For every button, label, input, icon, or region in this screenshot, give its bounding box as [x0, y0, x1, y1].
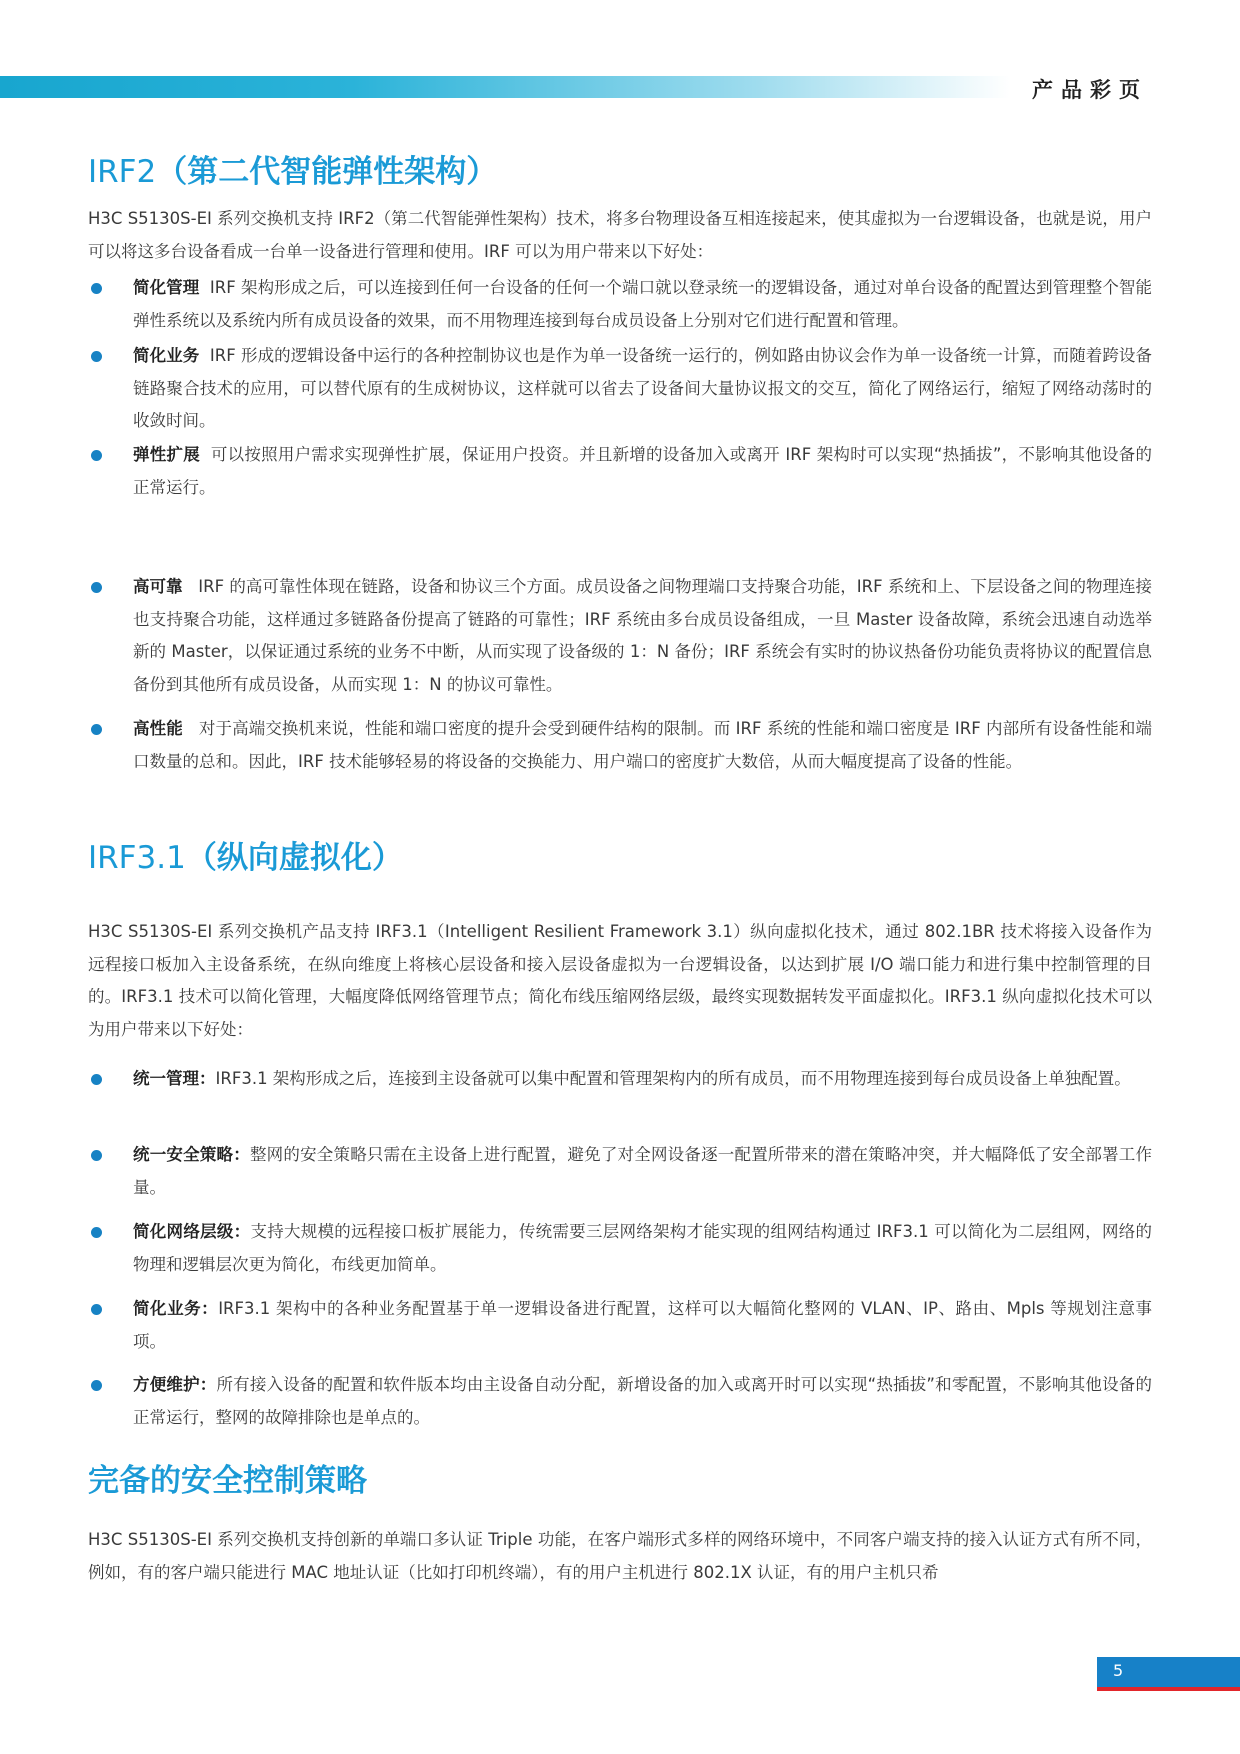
section-title-cjk: （纵向虚拟化） — [185, 840, 403, 876]
bullet-text: IRF 的高可靠性体现在链路，设备和协议三个方面。成员设备之间物理端口支持聚合功能，IRF 系统和上、下层设备之间的物理连接也支持聚合功能，这样通过多链路备份提高了链路的可靠性；IRF 系统由多台成员设备组成，一旦 Master 设备故障，系统会迅速自动选举新的 Master，以保证通过系统的业务不中断，从而实现了设备级的 1：N 备份；IRF 系统会有实时的协议热备份功能负责将协议的配置信息备份到其他所有成员设备，从而实现 1：N 的协议可靠性。 — [133, 577, 1152, 694]
bullet-text: IRF 形成的逻辑设备中运行的各种控制协议也是作为单一设备统一运行的，例如路由协议会作为单一设备统一计算，而随着跨设备链路聚合技术的应用，可以替代原有的生成树协议，这样就可以省去了设备间大量协议报文的交互，简化了网络运行，缩短了网络动荡时的收敛时间。 — [133, 346, 1152, 430]
page-number: 5 — [1113, 1661, 1124, 1680]
bullet-dot-icon — [91, 283, 102, 294]
bullet-text: IRF 架构形成之后，可以连接到任何一台设备的任何一个端口就以登录统一的逻辑设备，通过对单台设备的配置达到管理整个智能弹性系统以及系统内所有成员设备的效果，而不用物理连接到每台成员设备上分别对它们进行配置和管理。 — [133, 278, 1152, 330]
bullet-item — [88, 571, 1152, 701]
bullet-dot-icon — [91, 1074, 102, 1085]
bullet-item — [88, 713, 1152, 778]
bullet-dot-icon — [91, 351, 102, 362]
bullet-dot-icon — [91, 582, 102, 593]
bullet-item — [88, 1293, 1152, 1358]
bullet-text: IRF3.1 架构形成之后，连接到主设备就可以集中配置和管理架构内的所有成员，而不用物理连接到每台成员设备上单独配置。 — [215, 1069, 1131, 1088]
section-title-cjk: 完备的安全控制策略 — [88, 1463, 367, 1499]
bullet-text: 所有接入设备的配置和软件版本均由主设备自动分配，新增设备的加入或离开时可以实现“热插拔”和零配置，不影响其他设备的正常运行，整网的故障排除也是单点的。 — [133, 1375, 1152, 1427]
bullet-label: 简化业务： — [133, 1299, 219, 1318]
section-intro-irf2: H3C S5130S-EI 系列交换机支持 IRF2（第二代智能弹性架构）技术，将多台物理设备互相连接起来，使其虚拟为一台逻辑设备，也就是说，用户可以将这多台设备看成一台单一设备进行管理和使用。IRF 可以为用户带来以下好处： — [88, 209, 1152, 261]
bullet-text: IRF3.1 架构中的各种业务配置基于单一逻辑设备进行配置，这样可以大幅简化整网的 VLAN、IP、路由、Mpls 等规划注意事项。 — [133, 1299, 1152, 1351]
bullet-dot-icon — [91, 1150, 102, 1161]
bullet-text: 支持大规模的远程接口板扩展能力，传统需要三层网络架构才能实现的组网结构通过 IRF3.1 可以简化为二层组网，网络的物理和逻辑层次更为简化，布线更加简单。 — [133, 1222, 1153, 1274]
page-number-box — [1097, 1657, 1240, 1687]
bullet-label: 高可靠 — [133, 577, 183, 596]
header-title: 产品彩页 — [1032, 78, 1148, 102]
section-intro-irf31: H3C S5130S-EI 系列交换机产品支持 IRF3.1（Intelligent Resilient Framework 3.1）纵向虚拟化技术，通过 802.1BR 技术将接入设备作为远程接口板加入主设备系统，在纵向维度上将核心层设备和接入层设备虚拟为一台逻辑设备，以达到扩展 I/O 端口能力和进行集中控制管理的目的。IRF3.1 技术可以简化管理，大幅度降低网络管理节点；简化布线压缩网络层级，最终实现数据转发平面虚拟化。IRF3.1 纵向虚拟化技术可以为用户带来以下好处： — [88, 922, 1152, 1039]
bullet-text: 可以按照用户需求实现弹性扩展，保证用户投资。并且新增的设备加入或离开 IRF 架构时可以实现“热插拔”，不影响其他设备的正常运行。 — [133, 445, 1152, 497]
bullet-item — [88, 1063, 1152, 1096]
bullet-dot-icon — [91, 1380, 102, 1391]
section-title-cjk: （第二代智能弹性架构） — [156, 154, 498, 190]
bullet-text: 对于高端交换机来说，性能和端口密度的提升会受到硬件结构的限制。而 IRF 系统的性能和端口密度是 IRF 内部所有设备性能和端口数量的总和。因此，IRF 技术能够轻易的将设备的交换能力、用户端口的密度扩大数倍，从而大幅度提高了设备的性能。 — [133, 719, 1152, 771]
page-number-underline — [1097, 1687, 1240, 1691]
bullet-item — [88, 340, 1152, 438]
bullet-label: 统一安全策略： — [133, 1145, 250, 1164]
header-gradient-bar — [0, 76, 1010, 98]
section-intro-security: H3C S5130S-EI 系列交换机支持创新的单端口多认证 Triple 功能，在客户端形式多样的网络环境中，不同客户端支持的接入认证方式有所不同，例如，有的客户端只能进行 MAC 地址认证（比如打印机终端），有的用户主机进行 802.1X 认证，有的用户主机只希 — [88, 1530, 1152, 1582]
bullet-item — [88, 1369, 1152, 1434]
bullet-dot-icon — [91, 1304, 102, 1315]
section-title-latin: IRF3.1 — [88, 840, 186, 876]
bullet-item — [88, 1139, 1152, 1204]
bullet-label: 简化业务 — [133, 346, 200, 365]
section-title-latin: IRF2 — [88, 154, 157, 190]
bullet-label: 方便维护： — [133, 1375, 217, 1394]
bullet-item — [88, 439, 1152, 504]
bullet-item — [88, 1216, 1152, 1281]
bullet-label: 简化网络层级： — [133, 1222, 251, 1241]
bullet-dot-icon — [91, 450, 102, 461]
bullet-item — [88, 272, 1152, 337]
section-title-irf31 — [88, 832, 403, 877]
bullet-label: 统一管理： — [133, 1069, 216, 1088]
bullet-dot-icon — [91, 1227, 102, 1238]
bullet-label: 简化管理 — [133, 278, 200, 297]
bullet-label: 弹性扩展 — [133, 445, 200, 464]
bullet-dot-icon — [91, 724, 102, 735]
section-title-irf2 — [88, 146, 497, 191]
section-title-security — [88, 1455, 367, 1500]
bullet-label: 高性能 — [133, 719, 183, 738]
bullet-text: 整网的安全策略只需在主设备上进行配置，避免了对全网设备逐一配置所带来的潜在策略冲突，并大幅降低了安全部署工作量。 — [133, 1145, 1153, 1197]
